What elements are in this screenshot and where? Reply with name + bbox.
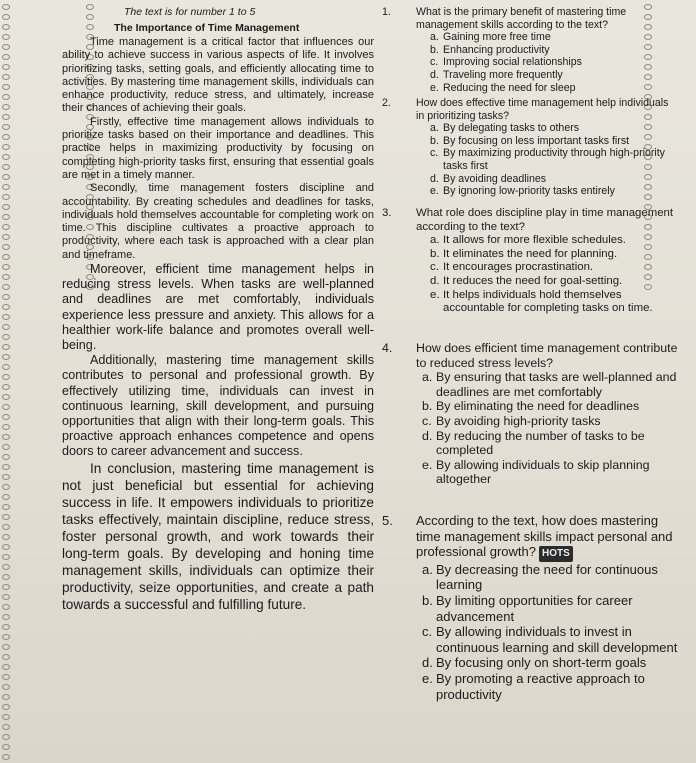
spiral-ring — [2, 554, 10, 560]
spiral-ring — [2, 254, 10, 260]
spiral-ring — [2, 104, 10, 110]
answer-option: a. By ensuring that tasks are well-planned and deadlines are met comfortably — [422, 370, 677, 399]
spiral-ring — [2, 204, 10, 210]
question-item — [378, 207, 678, 341]
spiral-ring — [2, 144, 10, 150]
answer-option: c. By allowing individuals to invest in continuous learning and skill development — [422, 624, 678, 655]
answer-option: a. Gaining more free time — [430, 31, 551, 44]
spiral-ring — [2, 474, 10, 480]
answer-option: e. It helps individuals hold themselves accountable for completing tasks on time. — [430, 288, 653, 315]
spiral-ring — [2, 354, 10, 360]
spiral-ring — [2, 594, 10, 600]
answer-option: d. By avoiding deadlines — [430, 172, 547, 185]
question-item — [378, 513, 678, 702]
spiral-ring — [2, 424, 10, 430]
spiral-ring — [2, 504, 10, 510]
spiral-ring — [2, 704, 10, 710]
spiral-ring — [2, 754, 10, 760]
spiral-ring — [2, 94, 10, 100]
answer-option: e. By allowing individuals to skip planning altogether — [422, 457, 650, 487]
spiral-ring — [2, 44, 10, 50]
spiral-ring — [2, 334, 10, 340]
answer-option: a. By decreasing the need for continuous learning — [422, 561, 658, 593]
spiral-ring — [2, 324, 10, 330]
spiral-ring — [2, 374, 10, 380]
spiral-ring — [2, 284, 10, 290]
spiral-ring — [2, 294, 10, 300]
spiral-ring — [2, 164, 10, 170]
spiral-ring — [2, 674, 10, 680]
answer-option: a. By delegating tasks to others — [430, 122, 580, 135]
spiral-ring — [2, 664, 10, 670]
answer-option: d. It reduces the need for goal-setting. — [430, 274, 623, 287]
spiral-ring — [2, 734, 10, 740]
spiral-ring — [2, 434, 10, 440]
answer-option: b. By focusing on less important tasks first — [430, 134, 630, 147]
passage-paragraph: Secondly, time management fosters discipline and accountability. By creating schedules and deadlines for tasks, individuals hold themselves accountable for completing work on time. This discipline cultivates a proactive approach to productivity, where each task is approached with a clear plan and timeframe. — [62, 182, 374, 261]
spiral-ring — [2, 224, 10, 230]
reading-passage — [62, 6, 374, 613]
spiral-ring — [2, 184, 10, 190]
spiral-ring — [2, 414, 10, 420]
spiral-ring — [2, 404, 10, 410]
spiral-ring — [2, 524, 10, 530]
spiral-ring — [2, 124, 10, 130]
hots-badge: HOTS — [539, 546, 573, 562]
question-number: 3. — [382, 207, 392, 219]
question-number: 5. — [382, 513, 393, 528]
answer-option: b. By eliminating the need for deadlines — [422, 399, 640, 414]
spiral-ring — [2, 314, 10, 320]
passage-paragraph: Additionally, mastering time management skills contributes to personal and professional growth. By effectively utilizing time, individuals can invest in continuous learning, skill development, and pursuing opportunities that align with their long-term goals. This proactive approach enhances competence and opens doors to career advancement and success. — [62, 353, 374, 459]
answer-option: c. Improving social relationships — [430, 56, 582, 69]
question-text: What is the primary benefit of mastering time management skills according to the text? — [416, 6, 627, 31]
spiral-ring — [2, 634, 10, 640]
question-text: How does effective time management help individuals in prioritizing tasks? — [416, 97, 669, 122]
spiral-ring — [2, 514, 10, 520]
passage-paragraph: Moreover, efficient time management helps in reducing stress levels. When tasks are well-planned and deadlines are met comfortably, individuals experience less pressure and anxiety. This allows for a healthier work-life balance and promotes overall well-being. — [62, 262, 374, 353]
answer-option: d. By focusing only on short-term goals — [422, 655, 647, 671]
answer-option: b. It eliminates the need for planning. — [430, 247, 618, 260]
answer-option: c. By avoiding high-priority tasks — [422, 413, 601, 428]
spiral-ring — [2, 24, 10, 30]
spiral-ring — [2, 544, 10, 550]
answer-option: b. Enhancing productivity — [430, 43, 550, 56]
spiral-ring — [2, 564, 10, 570]
passage-paragraph: Firstly, effective time management allows individuals to prioritize tasks based on their importance and deadlines. This practice helps in maximizing productivity by focusing on completing high-priority tasks first, ensuring that essential goals are met in a timely manner. — [62, 115, 374, 181]
spiral-ring — [2, 84, 10, 90]
question-item — [378, 341, 678, 513]
spiral-ring — [2, 604, 10, 610]
spiral-ring — [2, 484, 10, 490]
answer-option: e. Reducing the need for sleep — [430, 81, 576, 94]
passage-paragraph: In conclusion, mastering time management is not just beneficial but essential for achieving success in life. It empowers individuals to prioritize tasks effectively, maintain discipline, reduce stress, foster personal growth, and work towards their long-term goals. By developing and honing time management skills, individuals can optimize their productivity, seize opportunities, and create a path towards a successful and fulfilling future. — [62, 460, 374, 612]
spiral-ring — [2, 624, 10, 630]
spiral-ring — [2, 64, 10, 70]
spiral-ring — [2, 244, 10, 250]
spiral-ring — [2, 394, 10, 400]
spiral-ring — [2, 684, 10, 690]
spiral-ring — [2, 494, 10, 500]
section-header: The text is for number 1 to 5 — [124, 6, 256, 18]
spiral-ring — [2, 264, 10, 270]
spiral-ring — [2, 114, 10, 120]
spiral-ring — [2, 584, 10, 590]
question-number: 1. — [382, 6, 391, 18]
question-number: 2. — [382, 97, 391, 109]
answer-option: e. By ignoring low-priority tasks entirely — [430, 185, 615, 198]
spiral-ring — [2, 724, 10, 730]
question-text: According to the text, how does mastering time management skills impact personal and professional growth? HOTS — [416, 513, 678, 562]
spiral-ring — [2, 454, 10, 460]
spiral-ring — [2, 304, 10, 310]
spiral-ring — [2, 694, 10, 700]
spiral-ring — [2, 54, 10, 60]
spiral-ring — [2, 384, 10, 390]
answer-option: d. Traveling more frequently — [430, 68, 563, 81]
spiral-ring — [2, 174, 10, 180]
spiral-ring — [2, 534, 10, 540]
answer-option: e. By promoting a reactive approach to productivity — [422, 670, 645, 702]
spiral-ring — [2, 194, 10, 200]
spiral-ring — [2, 654, 10, 660]
spiral-ring — [2, 574, 10, 580]
answer-option: a. It allows for more flexible schedules. — [430, 234, 626, 247]
spiral-ring — [2, 744, 10, 750]
answer-option: c. It encourages procrastination. — [430, 261, 594, 274]
spiral-ring — [2, 444, 10, 450]
spiral-ring — [2, 14, 10, 20]
question-number: 4. — [382, 341, 393, 355]
passage-paragraph: Time management is a critical factor that influences our ability to achieve success in various aspects of life. It involves prioritizing tasks, setting goals, and efficiently allocating time to activities. By mastering time management skills, individuals can enhance productivity, reduce stress, and ultimately, increase their chances of achieving their goals. — [62, 36, 374, 115]
spiral-ring — [2, 4, 10, 10]
spiral-ring — [2, 644, 10, 650]
question-item — [378, 97, 678, 207]
spiral-ring — [2, 614, 10, 620]
spiral-ring — [2, 214, 10, 220]
question-text: What role does discipline play in time management according to the text? — [416, 207, 674, 233]
question-item — [378, 6, 678, 97]
spiral-ring — [2, 34, 10, 40]
spiral-ring — [2, 134, 10, 140]
passage-title: The Importance of Time Management — [114, 22, 300, 34]
answer-option: d. By reducing the number of tasks to be completed — [422, 428, 645, 458]
answer-option: b. By limiting opportunities for career advancement — [422, 592, 633, 624]
spiral-ring — [2, 364, 10, 370]
spiral-ring — [2, 464, 10, 470]
spiral-binding-left — [0, 0, 14, 763]
question-list — [378, 6, 678, 702]
question-text: How does efficient time management contribute to reduced stress levels? — [416, 341, 678, 370]
spiral-ring — [2, 344, 10, 350]
spiral-ring — [2, 274, 10, 280]
spiral-ring — [2, 714, 10, 720]
answer-option: c. By maximizing productivity through high-priority tasks first — [430, 147, 665, 172]
spiral-ring — [2, 234, 10, 240]
spiral-ring — [2, 74, 10, 80]
spiral-ring — [2, 154, 10, 160]
